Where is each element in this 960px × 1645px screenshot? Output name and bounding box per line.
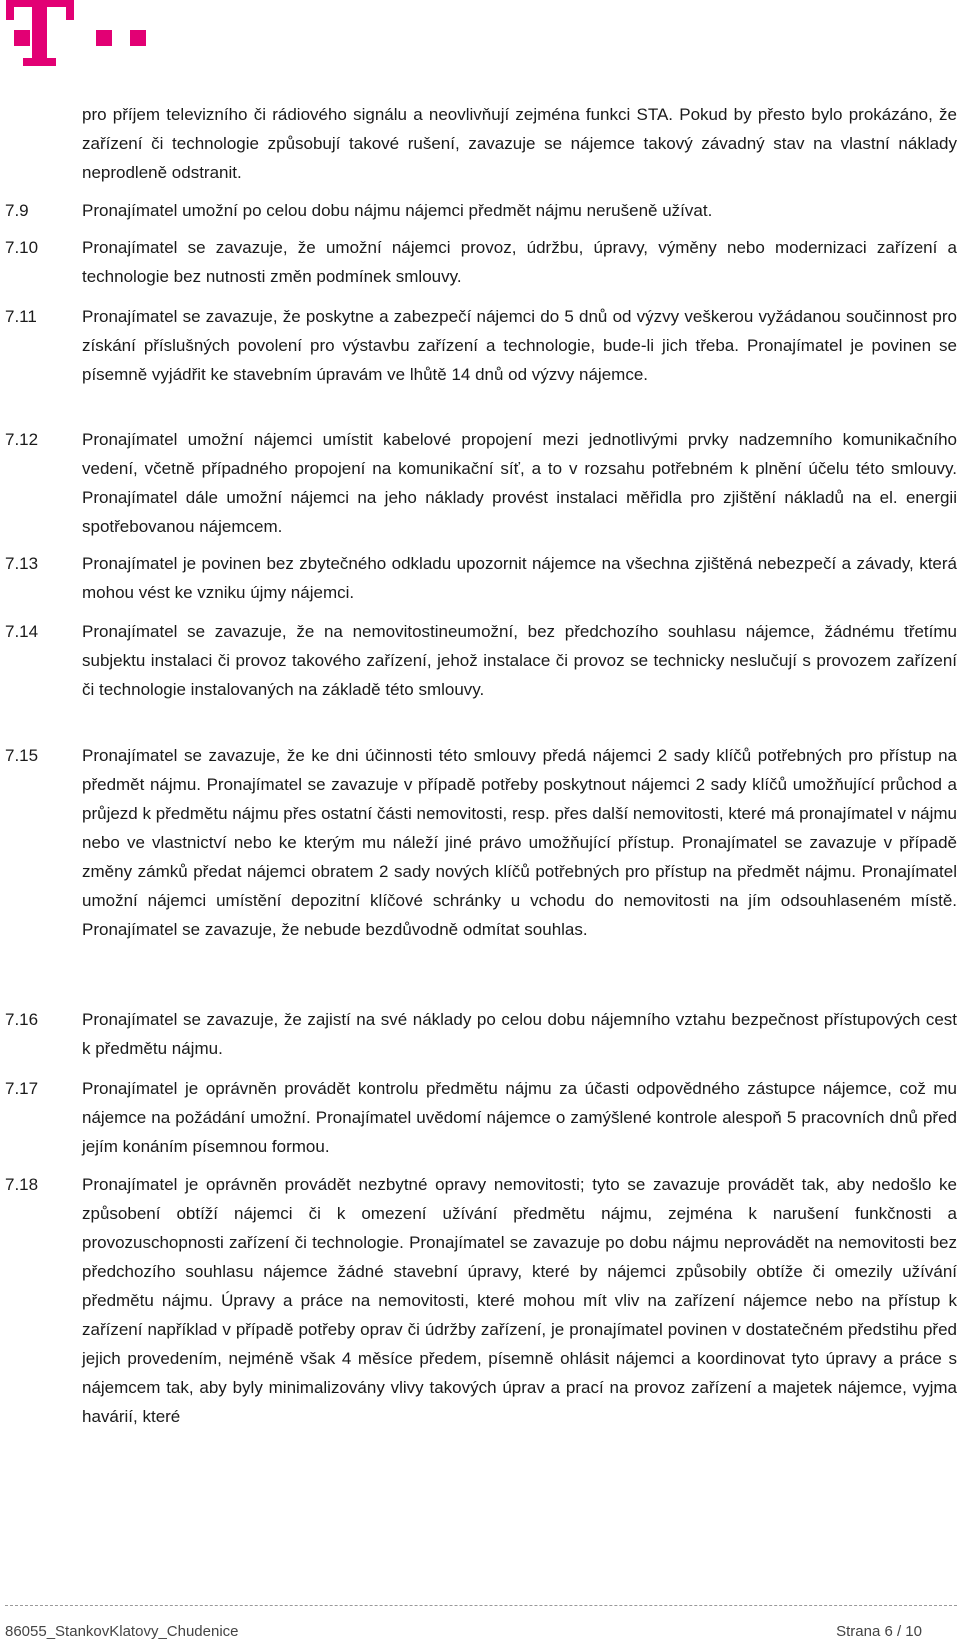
footer-document-id: 86055_StankovKlatovy_Chudenice — [5, 1623, 239, 1640]
clause-7-14 — [5, 617, 957, 704]
clause-text: Pronajímatel umožní po celou dobu nájmu nájemci předmět nájmu nerušeně užívat. — [82, 201, 713, 220]
clause-text: Pronajímatel je oprávněn provádět nezbytné opravy nemovitosti; tyto se zavazuje provádět tak, aby nedošlo ke způsobení obtíží nájemci či k omezení užívání předmětu nájmu, zejména k narušení funkčnosti a provozuschopnosti zařízení či technologie. Pronajímatel se zavazuje po dobu nájmu neprovádět na nemovitosti bez předchozího souhlasu nájemce žádné stavební úpravy, které by nájemci způsobily obtíže či omezily užívání předmětu nájmu. Úpravy a práce na nemovitosti, které mohou mít vliv na zařízení nájemce nebo na přístup k zařízení například v případě potřeby oprav či údržby zařízení, je pronajímatel povinen v dostatečném předstihu před jejich provedením, nejméně však 4 měsíce předem, písemně ohlásit nájemci a koordinovat tyto úpravy a práce s nájemcem tak, aby byly minimalizovány vlivy takových úprav a prací na provoz zařízení a majetek nájemce, vyjma havárií, které — [82, 1175, 957, 1426]
clause-text: Pronajímatel je oprávněn provádět kontrolu předmětu nájmu za účasti odpovědného zástupce nájemce, což mu nájemce na požádání umožní. Pronajímatel uvědomí nájemce o zamýšlené kontrole alespoň 5 pracovních dnů před jejím konáním písemnou formou. — [82, 1079, 957, 1156]
telekom-logo-icon — [6, 0, 156, 72]
clause-number: 7.18 — [5, 1175, 39, 1194]
clause-number: 7.17 — [5, 1079, 39, 1098]
clause-number: 7.14 — [5, 622, 39, 641]
clause-7-13 — [5, 549, 957, 607]
clause-7-10 — [5, 233, 957, 291]
clause-7-18 — [5, 1170, 957, 1431]
clause-number: 7.9 — [5, 201, 29, 220]
clause-text: Pronajímatel se zavazuje, že zajistí na své náklady po celou dobu nájemního vztahu bezpečnost přístupových cest k předmětu nájmu. — [82, 1010, 957, 1058]
clause-7-17 — [5, 1074, 957, 1161]
clause-7-15 — [5, 741, 957, 944]
clause-text: Pronajímatel se zavazuje, že na nemovitostineumožní, bez předchozího souhlasu nájemce, žádnému třetímu subjektu instalaci či provoz takového zařízení, jehož instalace či provoz se technicky neslučují s provozem zařízení či technologie instalovaných na základě této smlouvy. — [82, 622, 957, 699]
clause-number: 7.12 — [5, 430, 39, 449]
clause-7-11 — [5, 302, 957, 389]
clause-text: Pronajímatel se zavazuje, že poskytne a zabezpečí nájemci do 5 dnů od výzvy veškerou vyžádanou součinnost pro získání příslušných povolení pro výstavbu zařízení a technologie, bude-li jich třeba. Pronajímatel je povinen se písemně vyjádřit ke stavebním úpravám ve lhůtě 14 dnů od výzvy nájemce. — [82, 307, 957, 384]
clause-7-9 — [5, 196, 957, 225]
clause-7-12 — [5, 425, 957, 541]
intro-paragraph: pro příjem televizního či rádiového signálu a neovlivňují zejména funkci STA. Pokud by přesto bylo prokázáno, že zařízení či technologie způsobují takové rušení, zavazuje se nájemce takový závadný stav na vlastní náklady neprodleně odstranit. — [82, 105, 957, 182]
clause-number: 7.16 — [5, 1010, 39, 1029]
clause-text: Pronajímatel je povinen bez zbytečného odkladu upozornit nájemce na všechna zjištěná nebezpečí a závady, která mohou vést ke vzniku újmy nájemci. — [82, 554, 957, 602]
clause-number: 7.15 — [5, 746, 39, 765]
clause-text: Pronajímatel se zavazuje, že ke dni účinnosti této smlouvy předá nájemci 2 sady klíčů potřebných pro přístup na předmět nájmu. Pronajímatel se zavazuje v případě potřeby poskytnout nájemci 2 sady klíčů umožňující průchod a průjezd k předmětu nájmu přes ostatní části nemovitosti, resp. přes další nemovitosti, které má pronajímatel v nájmu nebo ve vlastnictví nebo ke kterým mu náleží jiné právo umožňující přístup. Pronajímatel se zavazuje v případě změny zámků předat nájemci obratem 2 sady nových klíčů potřebných pro přístup na předmět nájmu. Pronajímatel umožní nájemci umístění depozitní klíčové schránky u vchodu do nemovitosti na jím odsouhlaseném místě. Pronajímatel se zavazuje, že nebude bezdůvodně odmítat souhlas. — [82, 746, 957, 939]
clause-number: 7.11 — [5, 307, 37, 326]
clause-text: Pronajímatel se zavazuje, že umožní nájemci provoz, údržbu, úpravy, výměny nebo modernizaci zařízení a technologie bez nutnosti změn podmínek smlouvy. — [82, 238, 957, 286]
footer-divider — [5, 1605, 957, 1606]
clause-number: 7.13 — [5, 554, 39, 573]
clause-7-16 — [5, 1005, 957, 1063]
footer-page-number: Strana 6 / 10 — [836, 1623, 922, 1640]
clause-text: Pronajímatel umožní nájemci umístit kabelové propojení mezi jednotlivými prvky nadzemního komunikačního vedení, včetně případného propojení na komunikační síť, a to v rozsahu potřebném k plnění účelu této smlouvy. Pronajímatel dále umožní nájemci na jeho náklady provést instalaci měřidla pro zjištění nákladů na el. energii spotřebovanou nájemcem. — [82, 430, 957, 536]
clause-number: 7.10 — [5, 238, 39, 257]
